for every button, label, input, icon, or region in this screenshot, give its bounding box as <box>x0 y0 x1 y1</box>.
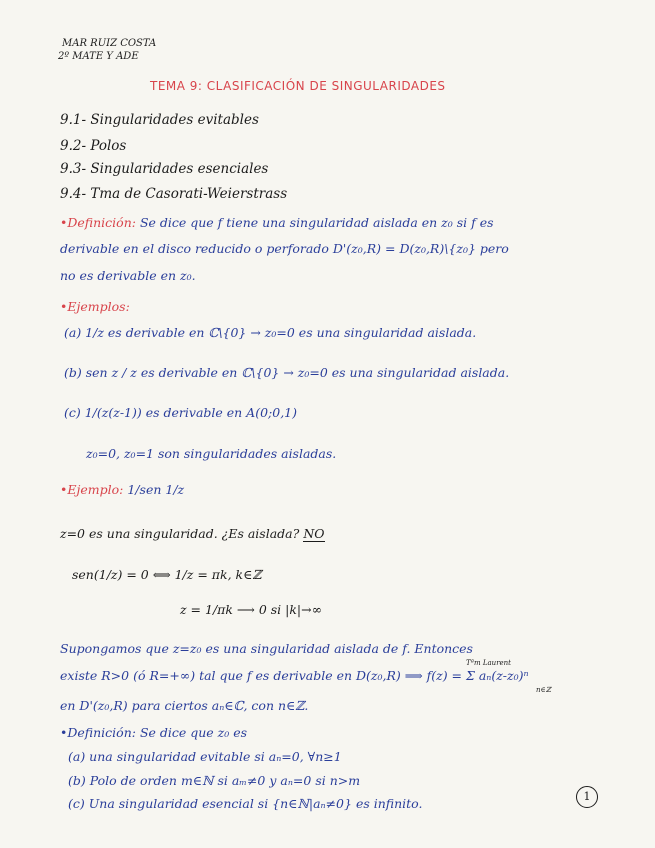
example-2-heading <box>60 482 184 497</box>
definition-2-heading <box>60 725 247 740</box>
example-label: •Ejemplo: <box>60 482 124 497</box>
definition-text: Se dice que f tiene una singularidad aislada en z₀ si f es <box>139 215 494 230</box>
example-c: (c) 1/(z(z-1)) es derivable en A(0;0,1) <box>64 405 298 420</box>
example-expr: 1/sen 1/z <box>127 482 185 497</box>
page-number: 1 <box>576 786 598 808</box>
example-2-question <box>60 526 325 541</box>
toc-item: 9.4- Tma de Casorati-Weierstrass <box>60 186 288 202</box>
author-name: MAR RUIZ COSTA <box>62 38 157 49</box>
definition-label: •Definición: <box>60 215 136 230</box>
examples-label: •Ejemplos: <box>60 299 130 314</box>
course-label: 2º MATE Y ADE <box>58 51 139 62</box>
toc-item: 9.3- Singularidades esenciales <box>60 161 269 177</box>
definition-2-a: (a) una singularidad evitable si aₙ=0, ∀n≥1 <box>68 749 342 764</box>
paragraph-line-2: existe R>0 (ó R=+∞) tal que f es derivable en D(z₀,R) ⟹ f(z) = Σ aₙ(z-z₀)ⁿ <box>60 668 529 683</box>
toc-item: 9.1- Singularidades evitables <box>60 112 259 128</box>
example-b: (b) sen z / z es derivable en ℂ\{0} → z₀=0 es una singularidad aislada. <box>64 365 510 380</box>
question-text: z=0 es una singularidad. ¿Es aislada? <box>60 526 300 541</box>
page-title: TEMA 9: CLASIFICACIÓN DE SINGULARIDADES <box>150 79 446 93</box>
laurent-note: Tªm Laurent <box>466 659 511 667</box>
toc-item: 9.2- Polos <box>60 138 127 154</box>
definition-label: •Definición: <box>60 725 136 740</box>
definition-1-line-2: derivable en el disco reducido o perforado D'(z₀,R) = D(z₀,R)\{z₀} pero <box>60 241 509 256</box>
definition-1-line-3: no es derivable en z₀. <box>60 268 196 283</box>
answer-text: NO <box>303 526 325 541</box>
sum-index-note: n∈ℤ <box>536 686 551 694</box>
example-2-line-1: sen(1/z) = 0 ⟺ 1/z = πk, k∈ℤ <box>72 567 262 582</box>
definition-2-c: (c) Una singularidad esencial si {n∈ℕ|aₙ≠0} es infinito. <box>68 796 423 811</box>
paragraph-line-1: Supongamos que z=z₀ es una singularidad aislada de f. Entonces <box>60 641 473 656</box>
example-a: (a) 1/z es derivable en ℂ\{0} → z₀=0 es una singularidad aislada. <box>64 325 477 340</box>
example-c-note: z₀=0, z₀=1 son singularidades aisladas. <box>86 446 337 461</box>
example-2-line-2: z = 1/πk ⟶ 0 si |k|→∞ <box>180 602 323 617</box>
definition-2-b: (b) Polo de orden m∈ℕ si aₘ≠0 y aₙ=0 si n>m <box>68 773 361 788</box>
paragraph-line-3: en D'(z₀,R) para ciertos aₙ∈ℂ, con n∈ℤ. <box>60 698 309 713</box>
definition-intro: Se dice que z₀ es <box>139 725 248 740</box>
definition-1-line-1 <box>60 215 494 230</box>
